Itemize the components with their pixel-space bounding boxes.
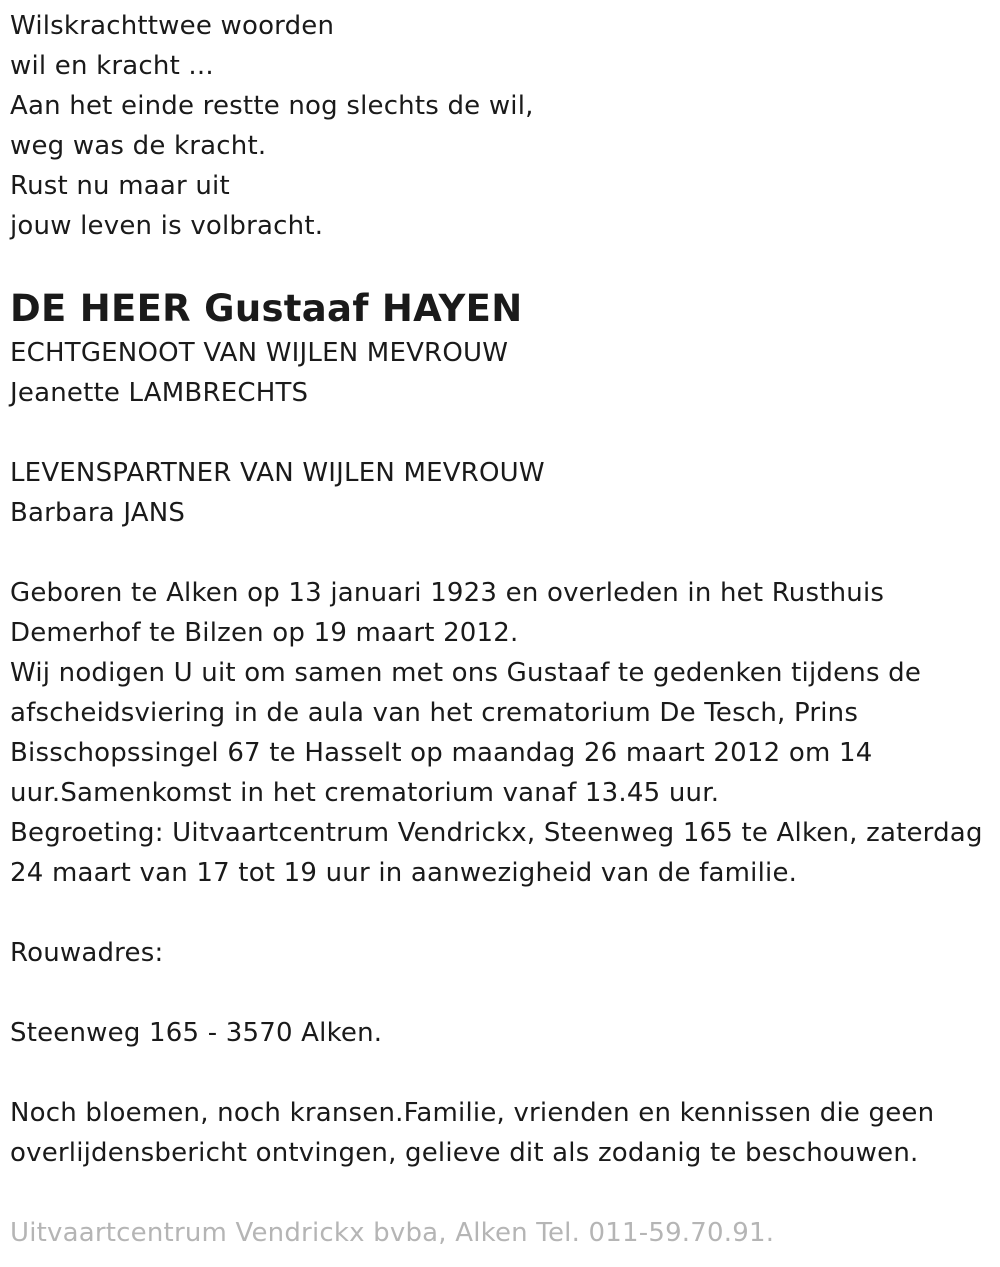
obituary-notice bbox=[10, 6, 995, 1253]
spacer bbox=[10, 1173, 995, 1213]
address-value: Steenweg 165 - 3570 Alken. bbox=[10, 1018, 383, 1048]
spacer bbox=[10, 1053, 995, 1093]
body-line: Wij nodigen U uit om samen met ons Gustaaf te gedenken tijdens de bbox=[10, 658, 922, 688]
partner-title: LEVENSPARTNER VAN WIJLEN MEVROUW bbox=[10, 458, 545, 488]
deceased-name: DE HEER Gustaaf HAYEN bbox=[10, 287, 523, 330]
closing-line: Noch bloemen, noch kransen.Familie, vrienden en kennissen die geen bbox=[10, 1098, 935, 1128]
body-line: Begroeting: Uitvaartcentrum Vendrickx, Steenweg 165 te Alken, zaterdag bbox=[10, 818, 983, 848]
address-label: Rouwadres: bbox=[10, 938, 164, 968]
body-line: 24 maart van 17 tot 19 uur in aanwezigheid van de familie. bbox=[10, 858, 798, 888]
spacer bbox=[10, 973, 995, 1013]
poem-line: wil en kracht ... bbox=[10, 51, 214, 81]
spacer bbox=[10, 893, 995, 933]
poem-line: weg was de kracht. bbox=[10, 131, 267, 161]
body-line: uur.Samenkomst in het crematorium vanaf 13.45 uur. bbox=[10, 778, 720, 808]
body-line: Demerhof te Bilzen op 19 maart 2012. bbox=[10, 618, 519, 648]
poem-line: Wilskrachttwee woorden bbox=[10, 11, 335, 41]
closing-line: overlijdensbericht ontvingen, gelieve dit als zodanig te beschouwen. bbox=[10, 1138, 919, 1168]
partner-name: Barbara JANS bbox=[10, 498, 186, 528]
body-line: Bisschopssingel 67 te Hasselt op maandag 26 maart 2012 om 14 bbox=[10, 738, 873, 768]
spouse-name: Jeanette LAMBRECHTS bbox=[10, 378, 309, 408]
funeral-home-footer: Uitvaartcentrum Vendrickx bvba, Alken Tel. 011-59.70.91. bbox=[10, 1218, 775, 1248]
poem-line: Rust nu maar uit bbox=[10, 171, 230, 201]
poem-line: jouw leven is volbracht. bbox=[10, 211, 324, 241]
spacer bbox=[10, 533, 995, 573]
poem bbox=[10, 6, 995, 246]
body-line: Geboren te Alken op 13 januari 1923 en overleden in het Rusthuis bbox=[10, 578, 885, 608]
closing-note bbox=[10, 1093, 995, 1173]
spouse-title: ECHTGENOOT VAN WIJLEN MEVROUW bbox=[10, 338, 509, 368]
body-line: afscheidsviering in de aula van het crematorium De Tesch, Prins bbox=[10, 698, 859, 728]
spacer bbox=[10, 413, 995, 453]
announcement-body bbox=[10, 573, 995, 893]
poem-line: Aan het einde restte nog slechts de wil, bbox=[10, 91, 534, 121]
